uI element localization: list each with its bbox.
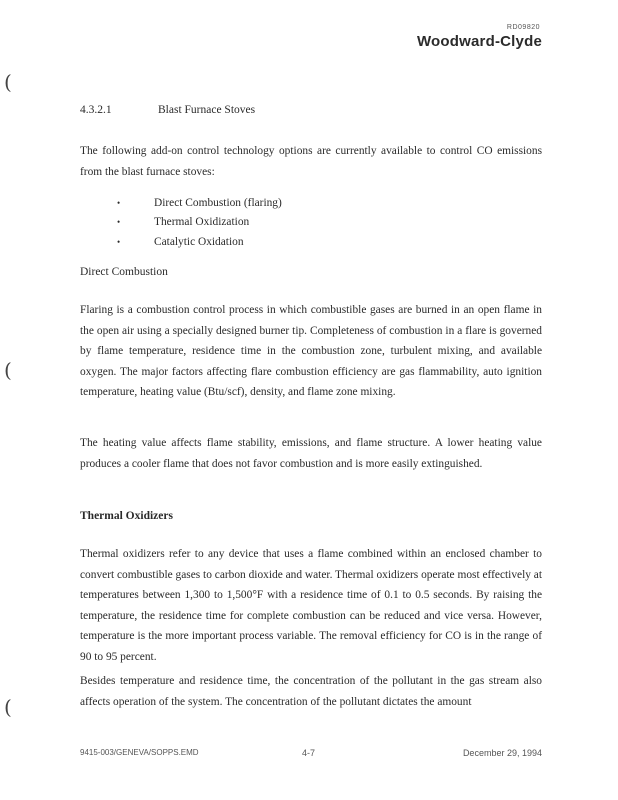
section-title: Blast Furnace Stoves: [158, 104, 256, 116]
control-options-list: [117, 193, 282, 252]
list-item: [117, 213, 282, 233]
section-heading: [80, 104, 255, 116]
list-item-text: Direct Combustion (flaring): [154, 196, 282, 209]
bullet-icon: •: [117, 197, 121, 208]
direct-combustion-heading: Direct Combustion: [80, 266, 168, 278]
binding-hole-mark: (: [4, 358, 12, 382]
binding-hole-mark: (: [4, 695, 12, 719]
bullet-icon: •: [117, 236, 121, 247]
pollutant-concentration-paragraph: Besides temperature and residence time, the concentration of the pollutant in the gas stream also affects operation of the system. The concentration of the pollutant dictates the amount: [80, 675, 542, 708]
list-item: [117, 193, 282, 213]
company-logo-text: Woodward-Clyde: [416, 33, 542, 50]
footer-file-reference: 9415-003/GENEVA/SOPPS.EMD: [80, 748, 199, 757]
heating-value-paragraph: The heating value affects flame stability, emissions, and flame structure. A lower heating value produces a cooler flame that does not favor combustion and is more easily extinguished.: [80, 437, 542, 470]
list-item-text: Thermal Oxidization: [154, 216, 250, 229]
thermal-oxidizers-paragraph: Thermal oxidizers refer to any device that uses a flame combined within an enclosed chamber to convert combustible gases to carbon dioxide and water. Thermal oxidizers operate most effectively at temperatures between 1,300 to 1,500°F with a residence time of 0.1 to 0.5 seconds. By raising the temperature, the residence time for complete combustion can be reduced and vice versa. However, temperature is the more important process variable. The removal efficiency for CO is in the range of 90 to 95 percent.: [80, 548, 543, 663]
list-item-text: Catalytic Oxidation: [154, 235, 244, 248]
list-item: [117, 232, 282, 252]
footer-date: December 29, 1994: [462, 748, 542, 758]
flaring-paragraph: Flaring is a combustion control process in which combustible gases are burned in an open flame in the open air using a specially designed burner tip. Completeness of combustion in a flare is governed by flame temperature, residence time in the combustion zone, turbulent mixing, and available oxygen. The major factors affecting flare combustion efficiency are gas flammability, auto ignition temperature, heating value (Btu/scf), density, and flame zone mixing.: [80, 304, 542, 399]
thermal-oxidizers-heading: Thermal Oxidizers: [80, 510, 173, 522]
document-code: RD09820: [506, 24, 540, 31]
intro-paragraph: The following add-on control technology options are currently available to control CO emissions from the blast furnace stoves:: [80, 145, 542, 178]
bullet-icon: •: [117, 217, 121, 228]
binding-hole-mark: (: [4, 70, 12, 94]
page-number: 4-7: [302, 748, 316, 758]
section-number: 4.3.2.1: [80, 104, 112, 116]
